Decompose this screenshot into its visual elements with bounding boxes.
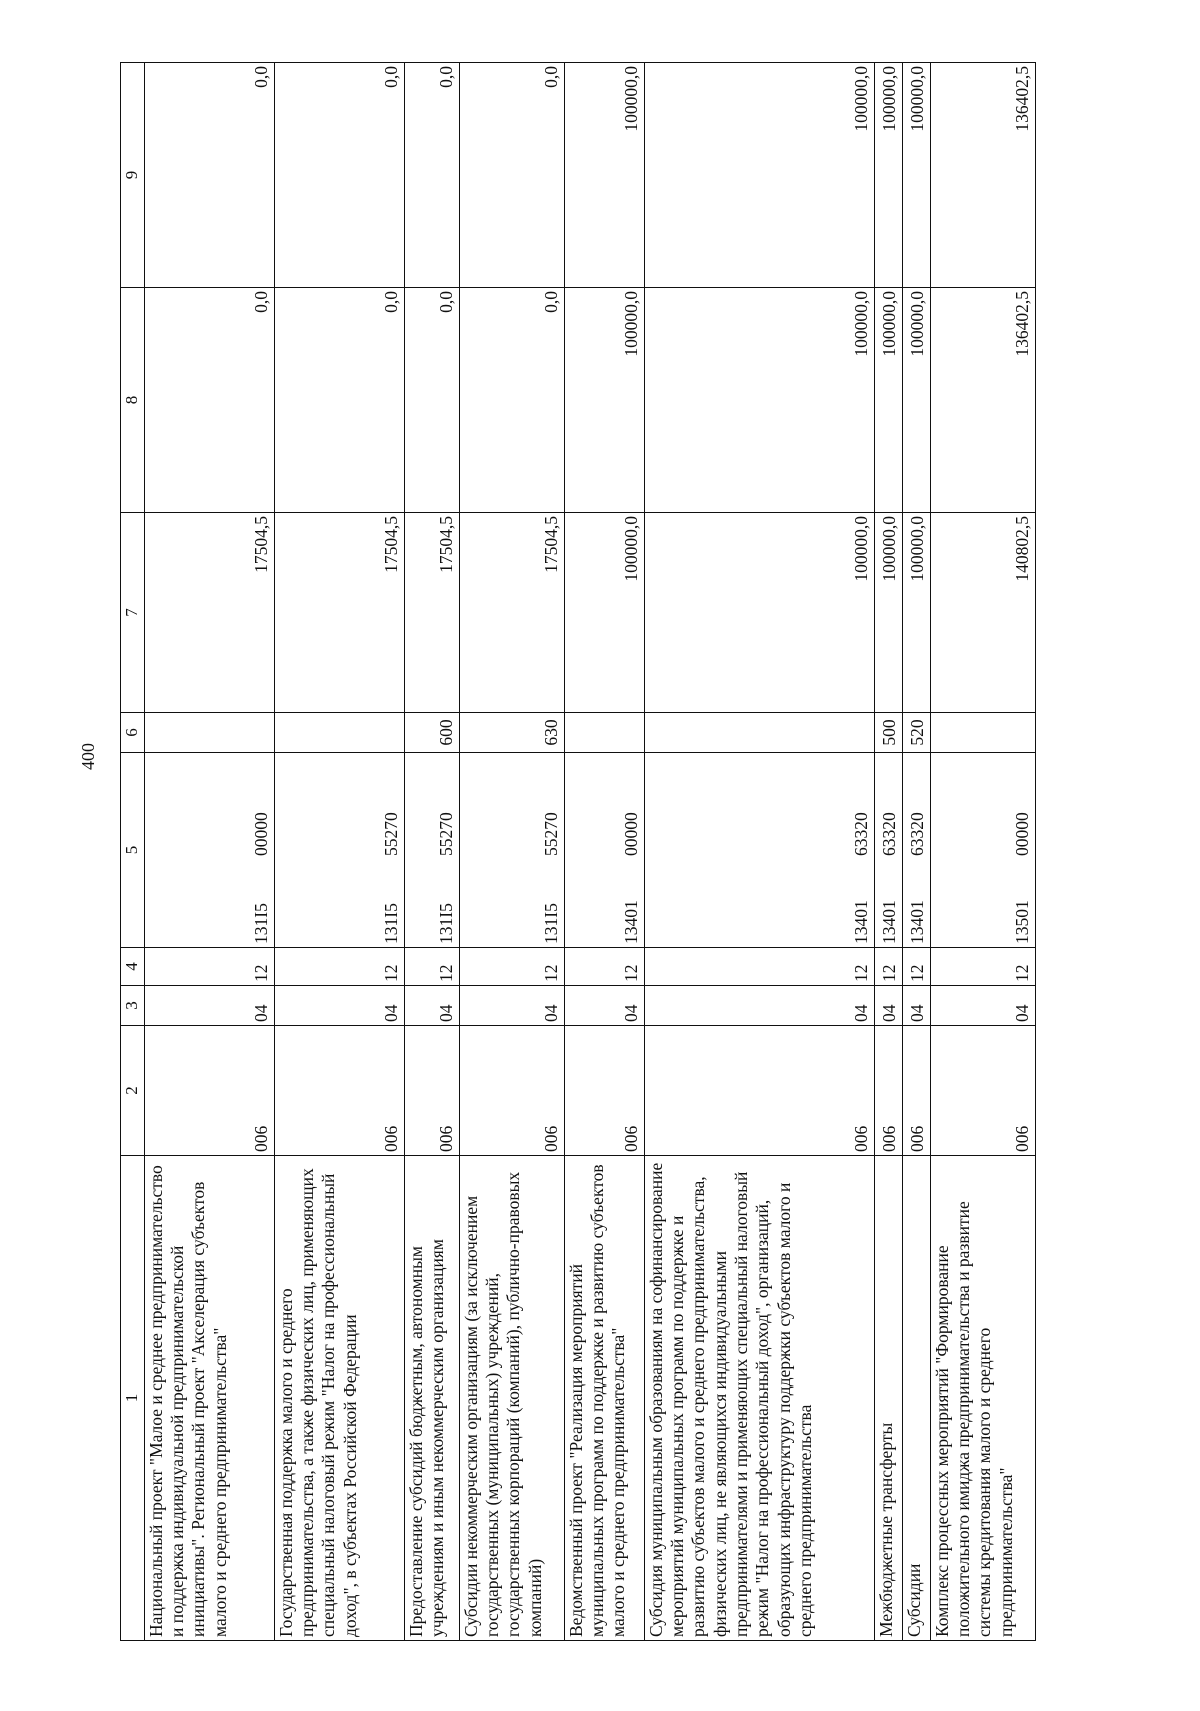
amount-col9: 136402,5 <box>930 63 1035 288</box>
amount-col8: 0,0 <box>404 288 459 513</box>
target-article-code <box>144 753 274 948</box>
amount-col7: 100000,0 <box>902 513 930 713</box>
row-name: Межбюджетные трансферты <box>874 1156 902 1641</box>
expense-type-code <box>144 713 274 753</box>
grbs-code: 006 <box>902 1026 930 1156</box>
expense-type-code <box>274 713 404 753</box>
table-row <box>874 63 902 1641</box>
section-code: 04 <box>564 986 644 1026</box>
target-article-suffix: 63320 <box>907 812 928 856</box>
target-article-prefix: 131I5 <box>381 903 402 944</box>
subsection-code: 12 <box>274 948 404 986</box>
row-name: Национальный проект "Малое и среднее предпринимательство и поддержка индивидуальной предпринимательской инициативы". Региональный проект "Акселерация субъектов малого и среднего предпринимательства" <box>144 1156 274 1641</box>
target-article-suffix: 55270 <box>436 812 457 856</box>
amount-col7: 100000,0 <box>644 513 874 713</box>
amount-col7: 100000,0 <box>874 513 902 713</box>
target-article-suffix: 55270 <box>381 812 402 856</box>
target-article-prefix: 131I5 <box>436 903 457 944</box>
amount-col8: 0,0 <box>274 288 404 513</box>
column-header: 1 <box>121 1156 145 1641</box>
subsection-code: 12 <box>930 948 1035 986</box>
column-header: 3 <box>121 986 145 1026</box>
amount-col7: 140802,5 <box>930 513 1035 713</box>
subsection-code: 12 <box>404 948 459 986</box>
amount-col8: 100000,0 <box>644 288 874 513</box>
table-row <box>930 63 1035 1641</box>
row-name: Ведомственный проект "Реализация мероприятий муниципальных программ по поддержке и развитию субъектов малого и среднего предпринимательства" <box>564 1156 644 1641</box>
table-row <box>404 63 459 1641</box>
section-code: 04 <box>930 986 1035 1026</box>
amount-col7: 17504,5 <box>459 513 564 713</box>
grbs-code: 006 <box>644 1026 874 1156</box>
column-header: 6 <box>121 713 145 753</box>
amount-col7: 100000,0 <box>564 513 644 713</box>
target-article-prefix: 13401 <box>851 900 872 944</box>
target-article-code <box>644 753 874 948</box>
target-article-prefix: 13401 <box>879 900 900 944</box>
expense-type-code <box>564 713 644 753</box>
target-article-suffix: 00000 <box>1012 812 1033 856</box>
target-article-suffix: 00000 <box>251 812 272 856</box>
target-article-code <box>930 753 1035 948</box>
expense-type-code: 600 <box>404 713 459 753</box>
table-row <box>274 63 404 1641</box>
amount-col8: 0,0 <box>144 288 274 513</box>
target-article-suffix: 55270 <box>541 812 562 856</box>
amount-col9: 0,0 <box>274 63 404 288</box>
target-article-code <box>404 753 459 948</box>
expense-type-code <box>644 713 874 753</box>
target-article-prefix: 131I5 <box>541 903 562 944</box>
subsection-code: 12 <box>902 948 930 986</box>
grbs-code: 006 <box>930 1026 1035 1156</box>
grbs-code: 006 <box>404 1026 459 1156</box>
column-header: 9 <box>121 63 145 288</box>
target-article-suffix: 63320 <box>851 812 872 856</box>
amount-col9: 0,0 <box>459 63 564 288</box>
page-number: 400 <box>78 743 98 770</box>
column-number-header <box>121 63 145 1641</box>
amount-col7: 17504,5 <box>144 513 274 713</box>
table-row <box>459 63 564 1641</box>
subsection-code: 12 <box>564 948 644 986</box>
section-code: 04 <box>404 986 459 1026</box>
amount-col9: 100000,0 <box>644 63 874 288</box>
expense-type-code: 630 <box>459 713 564 753</box>
target-article-code <box>459 753 564 948</box>
expense-type-code <box>930 713 1035 753</box>
row-name: Субсидии <box>902 1156 930 1641</box>
section-code: 04 <box>644 986 874 1026</box>
target-article-suffix: 63320 <box>879 812 900 856</box>
section-code: 04 <box>874 986 902 1026</box>
table-row <box>644 63 874 1641</box>
row-name: Субсидии некоммерческим организациям (за исключением государственных (муниципальных) учреждений, государственных корпораций (компаний), публично-правовых компаний) <box>459 1156 564 1641</box>
target-article-prefix: 13401 <box>621 900 642 944</box>
amount-col8: 136402,5 <box>930 288 1035 513</box>
grbs-code: 006 <box>459 1026 564 1156</box>
target-article-code <box>274 753 404 948</box>
target-article-prefix: 13501 <box>1012 900 1033 944</box>
grbs-code: 006 <box>874 1026 902 1156</box>
budget-table <box>120 62 1036 1641</box>
amount-col9: 100000,0 <box>902 63 930 288</box>
subsection-code: 12 <box>144 948 274 986</box>
row-name: Предоставление субсидий бюджетным, автономным учреждениям и иным некоммерческим организациям <box>404 1156 459 1641</box>
amount-col8: 100000,0 <box>874 288 902 513</box>
section-code: 04 <box>459 986 564 1026</box>
table-row <box>144 63 274 1641</box>
grbs-code: 006 <box>564 1026 644 1156</box>
target-article-code <box>902 753 930 948</box>
table-row <box>902 63 930 1641</box>
amount-col8: 100000,0 <box>564 288 644 513</box>
column-header: 5 <box>121 753 145 948</box>
amount-col9: 100000,0 <box>564 63 644 288</box>
subsection-code: 12 <box>459 948 564 986</box>
target-article-prefix: 13401 <box>907 900 928 944</box>
grbs-code: 006 <box>274 1026 404 1156</box>
row-name: Субсидия муниципальным образованиям на софинансирование мероприятий муниципальных программ по поддержке и развитию субъектов малого и среднего предпринимательства, физических лиц, не являющихся индивидуальными предпринимателями и применяющих специальный налоговый режим "Налог на профессиональный доход", организаций, образующих инфраструктуру поддержки субъектов малого и среднего предпринимательства <box>644 1156 874 1641</box>
budget-table-frame <box>120 63 1033 1641</box>
amount-col7: 17504,5 <box>274 513 404 713</box>
column-header: 7 <box>121 513 145 713</box>
expense-type-code: 520 <box>902 713 930 753</box>
target-article-prefix: 131I5 <box>251 903 272 944</box>
amount-col9: 0,0 <box>404 63 459 288</box>
target-article-code <box>564 753 644 948</box>
column-header: 4 <box>121 948 145 986</box>
grbs-code: 006 <box>144 1026 274 1156</box>
section-code: 04 <box>144 986 274 1026</box>
amount-col8: 100000,0 <box>902 288 930 513</box>
subsection-code: 12 <box>644 948 874 986</box>
amount-col8: 0,0 <box>459 288 564 513</box>
column-header: 8 <box>121 288 145 513</box>
amount-col9: 0,0 <box>144 63 274 288</box>
row-name: Комплекс процессных мероприятий "Формирование положительного имиджа предпринимательства и развитие системы кредитования малого и среднего предпринимательства" <box>930 1156 1035 1641</box>
section-code: 04 <box>902 986 930 1026</box>
section-code: 04 <box>274 986 404 1026</box>
column-header: 2 <box>121 1026 145 1156</box>
row-name: Государственная поддержка малого и среднего предпринимательства, а также физических лиц, применяющих специальный налоговый режим "Налог на профессиональный доход", в субъектах Российской Федерации <box>274 1156 404 1641</box>
amount-col7: 17504,5 <box>404 513 459 713</box>
target-article-suffix: 00000 <box>621 812 642 856</box>
expense-type-code: 500 <box>874 713 902 753</box>
target-article-code <box>874 753 902 948</box>
amount-col9: 100000,0 <box>874 63 902 288</box>
subsection-code: 12 <box>874 948 902 986</box>
table-row <box>564 63 644 1641</box>
